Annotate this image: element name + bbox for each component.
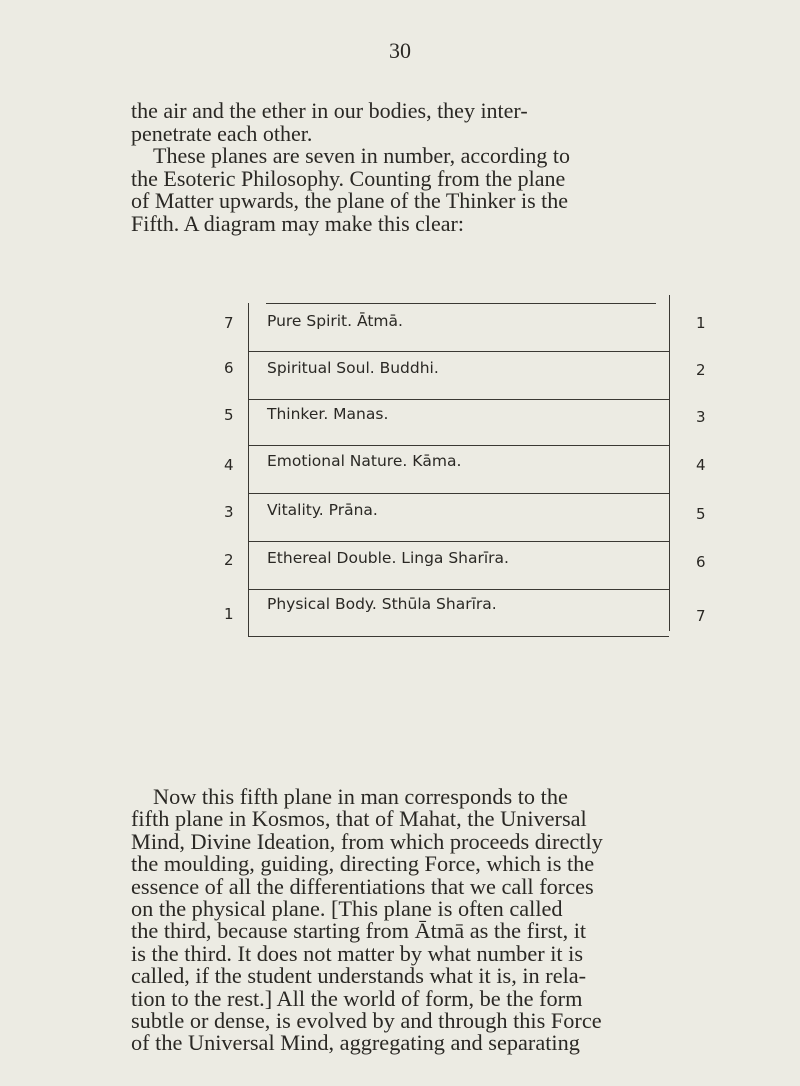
paragraph-intro (131, 100, 771, 236)
diagram-rule (248, 445, 669, 446)
paragraph-fifth-plane (131, 786, 771, 1055)
plane-label: Emotional Nature. Kāma. (267, 452, 462, 470)
text-line: the third, because starting from Ātmā as the first, it (131, 918, 587, 944)
text-line: of Matter upwards, the plane of the Thinker is the (131, 188, 569, 214)
plane-number-right: 5 (696, 505, 706, 523)
text-line: the Esoteric Philosophy. Counting from the plane (131, 165, 566, 191)
text-line: Fifth. A diagram may make this clear: (131, 210, 464, 236)
diagram-right-border (669, 295, 670, 631)
plane-number-right: 7 (696, 607, 706, 625)
text-line: Mind, Divine Ideation, from which proceeds directly (131, 828, 603, 854)
plane-number-left: 4 (224, 456, 234, 474)
page-number: 30 (389, 38, 411, 63)
plane-number-left: 3 (224, 503, 234, 521)
text-line: fifth plane in Kosmos, that of Mahat, the Universal (131, 806, 587, 832)
text-line: subtle or dense, is evolved by and through this Force (131, 1008, 602, 1034)
text-line: the moulding, guiding, directing Force, which is the (131, 851, 595, 877)
plane-number-right: 3 (696, 408, 706, 426)
plane-number-right: 1 (696, 314, 706, 332)
text-line: on the physical plane. [This plane is often called (131, 896, 563, 922)
plane-number-right: 6 (696, 553, 706, 571)
diagram-left-border (248, 303, 249, 637)
diagram-rule (266, 303, 656, 304)
diagram-rule (248, 351, 669, 352)
plane-label: Ethereal Double. Linga Sharīra. (267, 549, 509, 567)
diagram-rule (248, 589, 669, 590)
diagram-rule (248, 399, 669, 400)
planes-diagram (180, 293, 720, 637)
plane-label: Physical Body. Sthūla Sharīra. (267, 595, 497, 613)
text-line: tion to the rest.] All the world of form, be the form (131, 985, 583, 1011)
plane-number-left: 1 (224, 605, 234, 623)
diagram-rule (248, 541, 669, 542)
text-line: called, if the student understands what it is, in rela- (131, 963, 587, 989)
text-line: is the third. It does not matter by what number it is (131, 940, 584, 966)
plane-number-left: 6 (224, 359, 234, 377)
plane-label: Spiritual Soul. Buddhi. (267, 359, 439, 377)
text-line: These planes are seven in number, according to (153, 143, 570, 169)
plane-label: Thinker. Manas. (267, 405, 389, 423)
plane-number-left: 7 (224, 314, 234, 332)
plane-label: Pure Spirit. Ātmā. (267, 312, 403, 330)
text-line: Now this fifth plane in man corresponds to the (153, 784, 568, 809)
text-line: penetrate each other. (131, 120, 313, 146)
diagram-rule (248, 636, 669, 637)
plane-number-left: 2 (224, 551, 234, 569)
plane-number-right: 4 (696, 456, 706, 474)
text-line: of the Universal Mind, aggregating and separating (131, 1030, 580, 1056)
plane-label: Vitality. Prāna. (267, 501, 378, 519)
diagram-rule (248, 493, 669, 494)
plane-number-left: 5 (224, 406, 234, 424)
text-line: the air and the ether in our bodies, they inter- (131, 98, 528, 123)
plane-number-right: 2 (696, 361, 706, 379)
text-line: essence of all the differentiations that we call forces (131, 873, 594, 899)
